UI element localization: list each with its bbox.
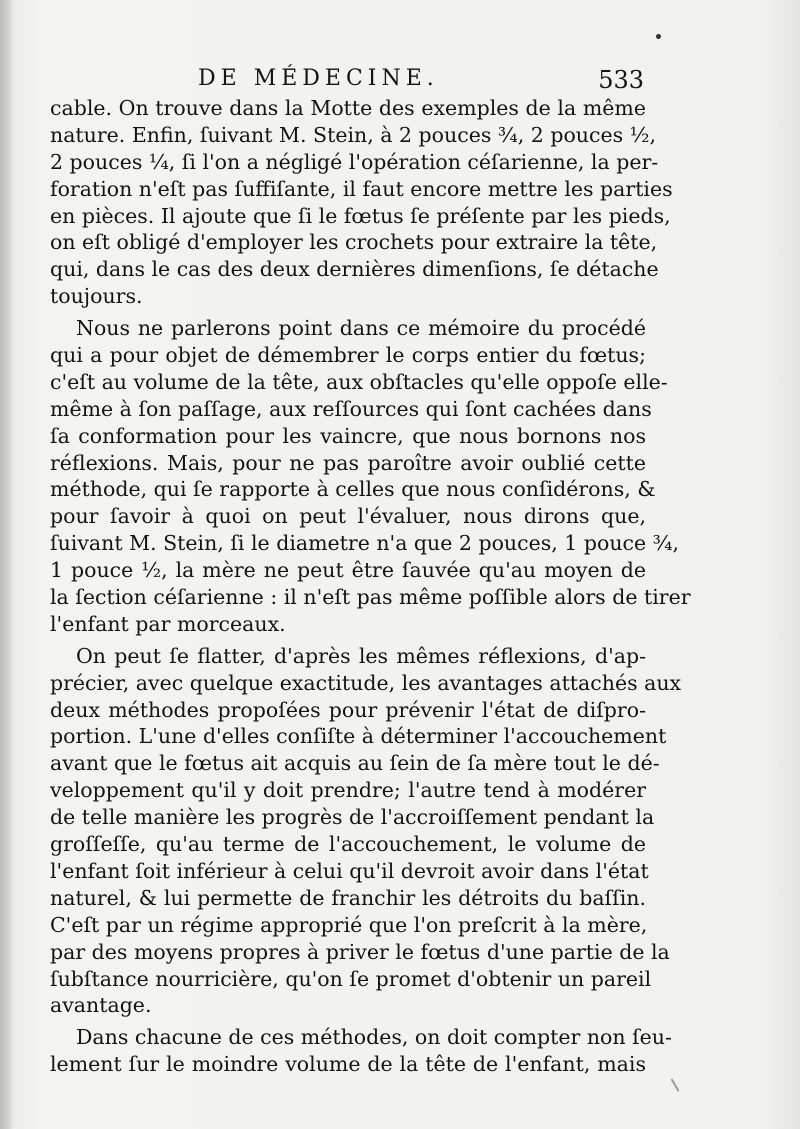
paragraph-1 [50, 95, 673, 310]
text-line: toujours. [50, 284, 143, 309]
text-line: l'enfant par morceaux. [50, 611, 286, 636]
text-line: ſuivant M. Stein, ſi le diametre n'a que 2 pouces, 1 pouce ¾, [50, 531, 680, 556]
text-line: 2 pouces ¼, ſi l'on a négligé l'opération céſarienne, la per- [50, 149, 659, 174]
paragraph-4 [50, 1024, 672, 1078]
text-line: veloppement qu'il y doit prendre; l'autre tend à modérer [50, 778, 646, 803]
text-line: groſſeſſe, qu'au terme de l'accouchement, le volume de [50, 832, 646, 857]
text-line: c'eſt au volume de la tête, aux obſtacles qu'elle oppoſe elle- [50, 369, 668, 394]
text-line: qui a pour objet de démembrer le corps entier du fœtus; [50, 343, 646, 368]
page-number: 533 [598, 66, 644, 94]
text-line: méthode, qui ſe rapporte à celles que nous conſidérons, & [50, 477, 656, 502]
text-line: ſubſtance nourricière, qu'on ſe promet d'obtenir un pareil [50, 966, 652, 991]
text-line: la ſection céſarienne : il n'eſt pas même poſſible alors de tirer [50, 585, 691, 610]
text-line: C'eſt par un régime approprié que l'on preſcrit à la mère, [50, 912, 648, 937]
body-text [50, 95, 691, 1078]
text-line: 1 pouce ½, la mère ne peut être ſauvée qu'au moyen de [50, 558, 646, 583]
text-line: on eſt obligé d'employer les crochets pour extraire la tête, [50, 230, 658, 255]
text-line: de telle manière les progrès de l'accroiſſement pendant la [50, 805, 655, 830]
text-line: avant que le fœtus ait acquis au ſein de ſa mère tout le dé- [50, 751, 660, 776]
text-line: précier, avec quelque exactitude, les avantages attachés aux [50, 670, 682, 695]
text-line: ſa conformation pour les vaincre, que nous bornons nos [50, 423, 646, 448]
text-line: portion. L'une d'elles conſiſte à déterminer l'accouchement [50, 724, 667, 749]
text-line: réflexions. Mais, pour ne pas paroître avoir oublié cette [50, 450, 646, 475]
ink-speck [656, 34, 661, 39]
text-line: deux méthodes propoſées pour prévenir l'état de diſpro- [50, 697, 646, 722]
text-line: même à ſon paſſage, aux reſſources qui ſont cachées dans [50, 396, 652, 421]
paragraph-3 [50, 643, 682, 1019]
text-line: Nous ne parlerons point dans ce mémoire du procédé [76, 316, 646, 341]
text-line: cable. On trouve dans la Motte des exemples de la même [50, 96, 646, 120]
gutter-shadow [0, 0, 14, 1129]
text-line: par des moyens propres à priver le fœtus d'une partie de la [50, 939, 670, 964]
page-edge-mark [671, 1078, 680, 1091]
text-line: en pièces. Il ajoute que ſi le fœtus ſe préſente par les pieds, [50, 203, 671, 228]
text-line: On peut ſe flatter, d'après les mêmes réflexions, d'ap- [76, 643, 646, 668]
text-line: naturel, & lui permette de franchir les détroits du baſſin. [50, 885, 646, 910]
text-line: pour ſavoir à quoi on peut l'évaluer, nous dirons que, [50, 504, 646, 529]
text-line: l'enfant ſoit inférieur à celui qu'il devroit avoir dans l'état [50, 858, 649, 883]
paragraph-2 [50, 315, 691, 638]
text-line: Dans chacune de ces méthodes, on doit compter non ſeu- [76, 1025, 672, 1050]
text-line: lement ſur le moindre volume de la tête de l'enfant, mais [50, 1052, 646, 1077]
running-head-title: DE MÉDECINE. [198, 66, 439, 91]
text-line: nature. Enfin, ſuivant M. Stein, à 2 pouces ¾, 2 pouces ½, [50, 122, 657, 147]
text-line: foration n'eſt pas ſuffiſante, il faut encore mettre les parties [50, 176, 673, 201]
text-line: qui, dans le cas des deux dernières dimenſions, ſe détache [50, 257, 659, 282]
text-line: avantage. [50, 993, 152, 1018]
